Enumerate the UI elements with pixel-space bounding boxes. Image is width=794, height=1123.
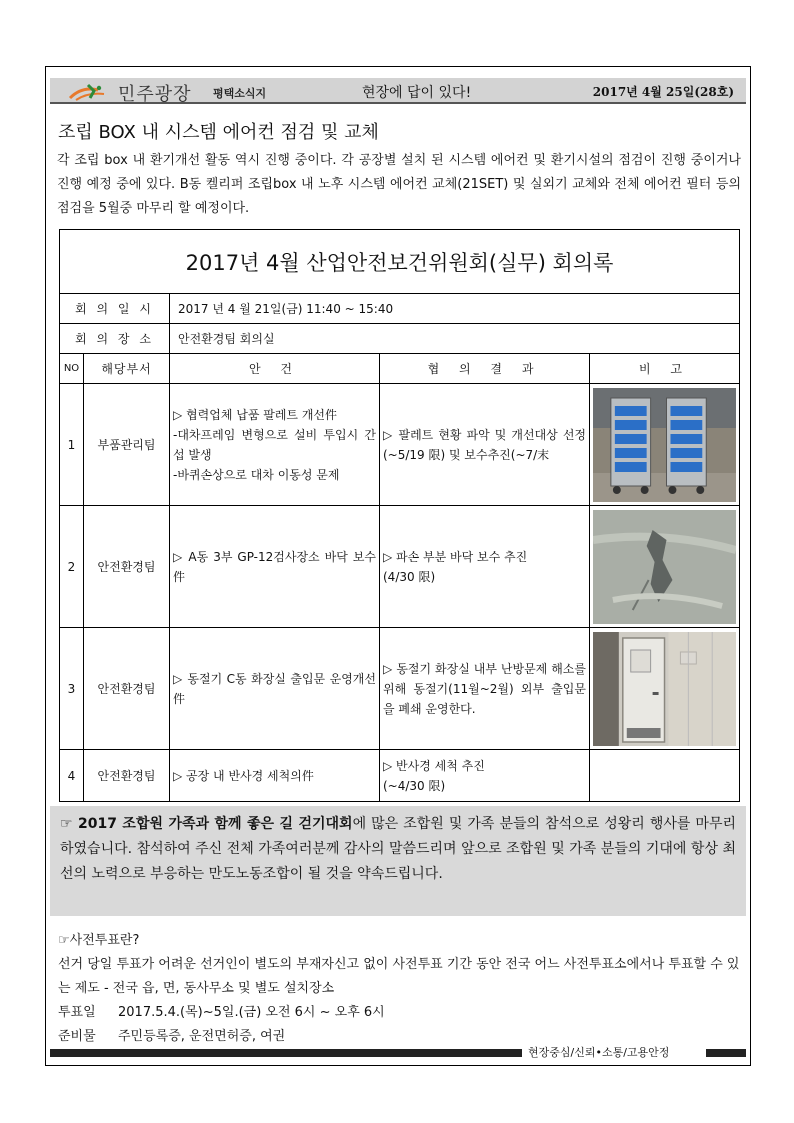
- meeting-date-label: 회 의 일 시: [60, 294, 170, 324]
- logo-text: 민주광장: [118, 84, 192, 105]
- row-dept: 안전환경팀: [84, 628, 170, 750]
- row-agenda: ▷ A동 3부 GP-12검사장소 바닥 보수件: [170, 506, 380, 628]
- footer-bar-right: [706, 1049, 746, 1057]
- minutes-header-row: [60, 354, 740, 384]
- row-result: ▷ 반사경 세척 추진 (~4/30 限): [380, 750, 590, 802]
- minutes-title: 2017년 4월 산업안전보건위원회(실무) 회의록: [60, 230, 740, 294]
- meeting-date-value: 2017 년 4 월 21일(금) 11:40 ~ 15:40: [170, 294, 740, 324]
- pallet-carts-photo: [593, 388, 736, 502]
- footer: [50, 1047, 746, 1059]
- notice-text: 에 많은 조합원 및 가족 분들의 참석으로 성왕리 행사를 마무리 하였습니다. 참석하여 주신 전체 가족여러분께 감사의 말씀드리며 앞으로 조합원 및 가족 분들의 기대에 항상 최선의 노력으로 부응하는 만도노동조합이 될 것을 약속드립니다.: [60, 816, 736, 882]
- header-agenda: 안 건: [170, 354, 380, 384]
- footer-bar-left: [50, 1049, 522, 1057]
- walking-event-notice: [50, 806, 746, 916]
- floor-damage-photo: [593, 510, 736, 624]
- row-no: 2: [60, 506, 84, 628]
- row-agenda: ▷ 동절기 C동 화장실 출입문 운영개선件: [170, 628, 380, 750]
- vote-description: 선거 당일 투표가 어려운 선거인이 별도의 부재자신고 없이 사전투표 기간 동안 전국 어느 사전투표소에서나 투표할 수 있는 제도 - 전국 읍, 면, 동사무소 및 별도 설치장소: [58, 957, 740, 996]
- row-no: 4: [60, 750, 84, 802]
- row-result: ▷ 동절기 화장실 내부 난방문제 해소를 위해 동절기(11월~2월) 외부 출입문을 폐쇄 운영한다.: [380, 628, 590, 750]
- header-no: NO: [60, 354, 84, 384]
- row-no: 1: [60, 384, 84, 506]
- row-no: 3: [60, 628, 84, 750]
- header-note: 비 고: [590, 354, 740, 384]
- row-dept: 안전환경팀: [84, 506, 170, 628]
- table-row: [60, 628, 740, 750]
- table-row: [60, 384, 740, 506]
- row-result: ▷ 팔레트 현황 파악 및 개선대상 선정(~5/19 限) 및 보수추진(~7/末: [380, 384, 590, 506]
- row-dept: 부품관리팀: [84, 384, 170, 506]
- meeting-minutes-table: [59, 229, 740, 802]
- vote-question: ☞사전투표란?: [58, 933, 140, 948]
- masthead: [50, 78, 746, 104]
- slogan: 현장에 답이 있다!: [362, 85, 472, 101]
- table-row: [60, 750, 740, 802]
- row-note-empty: [590, 750, 740, 802]
- issue-date: 2017년 4월 25일(28호): [592, 85, 734, 99]
- header-dept: 해당부서: [84, 354, 170, 384]
- row-agenda: ▷ 공장 내 반사경 세척의件: [170, 750, 380, 802]
- article-headline: 조립 BOX 내 시스템 에어컨 점검 및 교체: [58, 122, 379, 143]
- row-result: ▷ 파손 부분 바닥 보수 추진 (4/30 限): [380, 506, 590, 628]
- early-voting-info: [58, 929, 742, 1049]
- row-dept: 안전환경팀: [84, 750, 170, 802]
- notice-lead: ☞ 2017 조합원 가족과 함께 좋은 길 걷기대회: [60, 816, 353, 832]
- header-result: 협 의 결 과: [380, 354, 590, 384]
- logo-subtitle: 평택소식지: [213, 87, 267, 100]
- vote-items-value: 주민등록증, 운전면허증, 여권: [118, 1029, 286, 1044]
- vote-date-label: 투표일: [58, 1005, 96, 1020]
- meeting-place-value: 안전환경팀 회의실: [170, 324, 740, 354]
- meeting-place-label: 회 의 장 소: [60, 324, 170, 354]
- vote-items-label: 준비물: [58, 1029, 96, 1044]
- newsletter-page: [45, 66, 751, 1066]
- footer-motto: 현장중심/신뢰•소통/고용안정: [528, 1046, 670, 1059]
- table-row: [60, 506, 740, 628]
- restroom-door-photo: [593, 632, 736, 746]
- article-body: 각 조립 box 내 환기개선 활동 역시 진행 중이다. 각 공장별 설치 된 시스템 에어컨 및 환기시설의 점검이 진행 중이거나 진행 예정 중에 있다. B동 켈리퍼 조립box 내 노후 시스템 에어컨 교체(21SET) 및 실외기 교체와 전체 에어컨 필터 등의 점검을 5월중 마무리 할 예정이다.: [57, 153, 741, 216]
- vote-date-value: 2017.5.4.(목)~5일.(금) 오전 6시 ~ 오후 6시: [118, 1005, 385, 1020]
- logo-icon: [68, 82, 108, 102]
- row-agenda: ▷ 협력업체 납품 팔레트 개선件 -대차프레임 변형으로 설비 투입시 간섭 발생 -바퀴손상으로 대차 이동성 문제: [170, 384, 380, 506]
